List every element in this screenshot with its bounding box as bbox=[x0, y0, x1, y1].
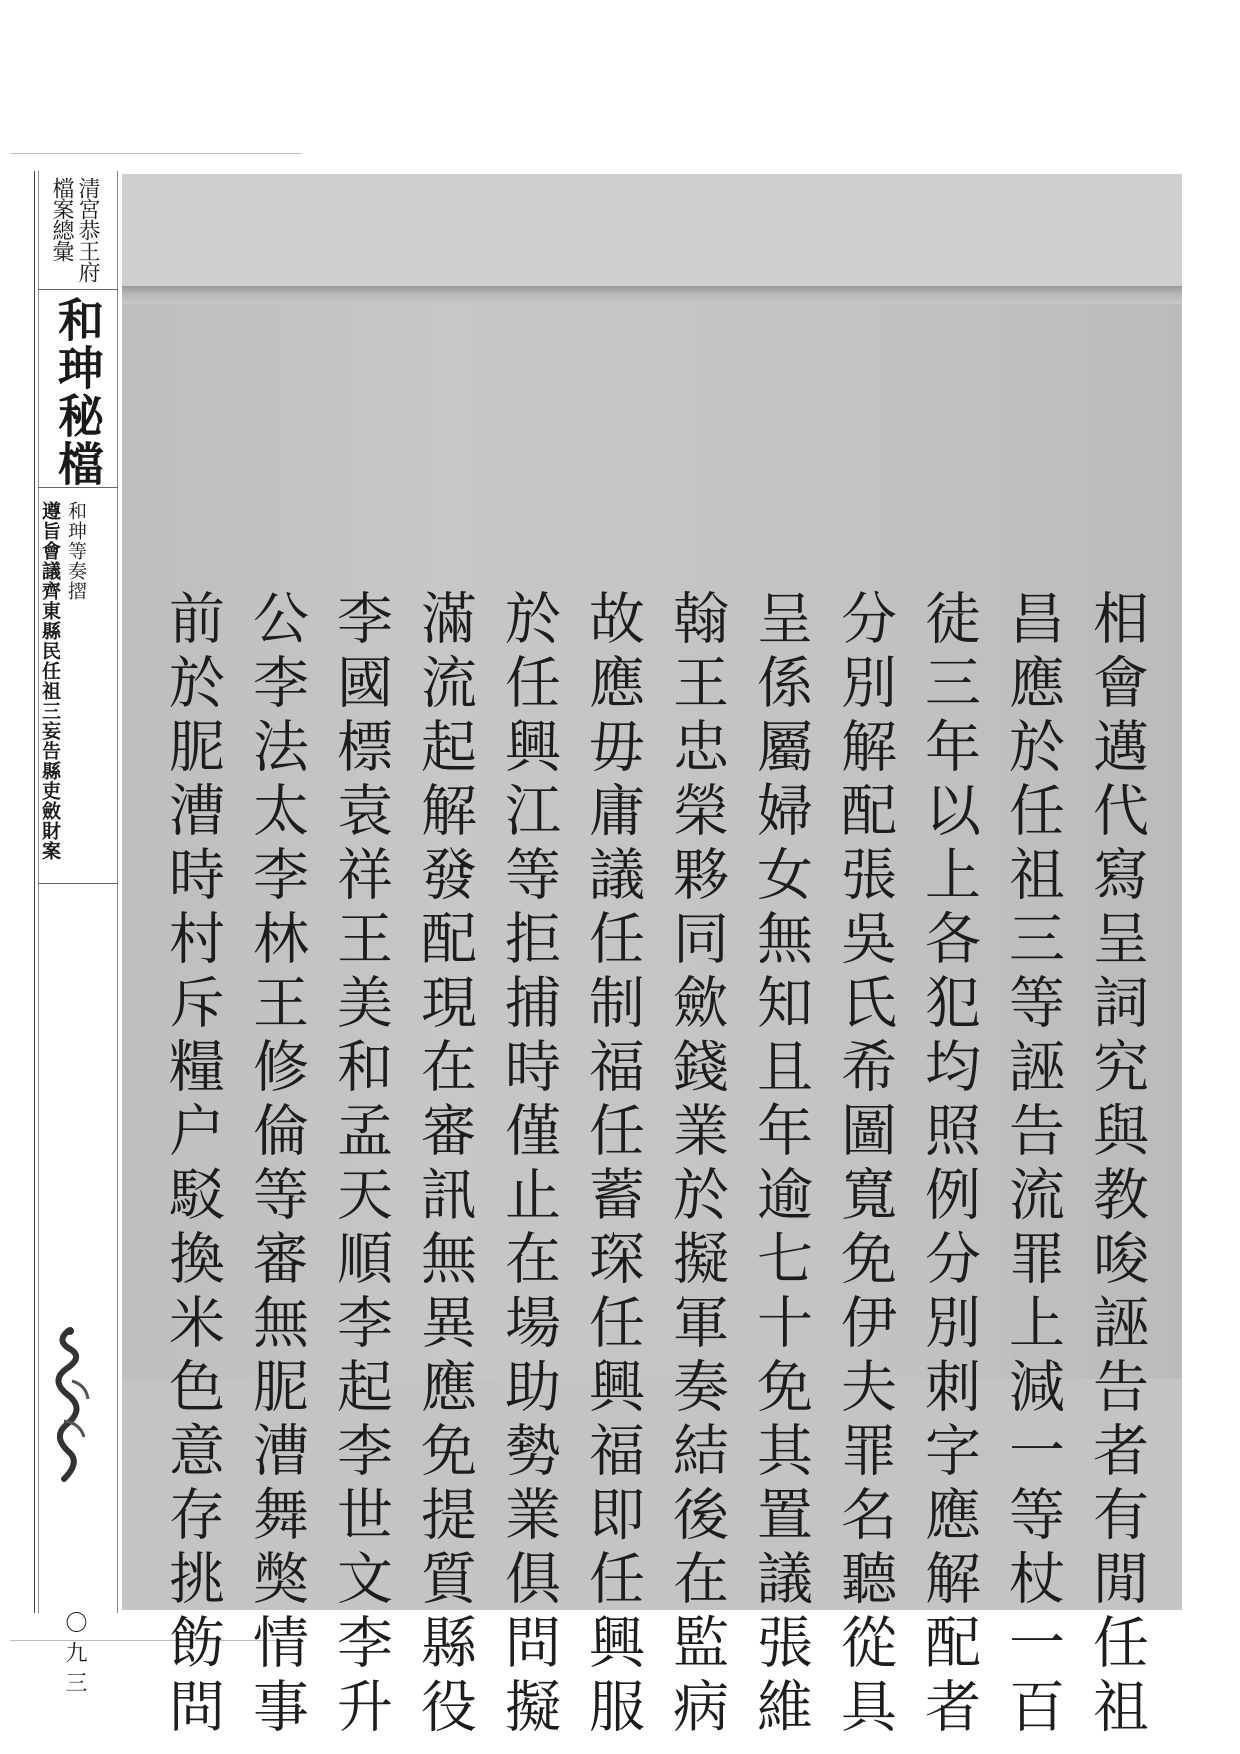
manuscript-column: 相會邁代寫呈詞究與教唆誣告者有閒任祖 bbox=[1084, 589, 1149, 1741]
margin-sidebar bbox=[34, 171, 118, 1701]
manuscript-column: 昌應於任祖三等誣告流罪上減一等杖一百 bbox=[1000, 589, 1065, 1741]
page-number: 〇九三 bbox=[62, 1611, 87, 1701]
document-title: 和珅等奏摺 bbox=[65, 501, 87, 601]
manuscript-column: 於任興江等拒捕時僅止在場助勢業俱問擬 bbox=[496, 589, 561, 1741]
series-title-line2: 檔案總彙 bbox=[49, 177, 74, 261]
series-title-line1: 清宮恭王府 bbox=[75, 177, 100, 282]
manuscript-text bbox=[150, 589, 1158, 1741]
manuscript-column: 滿流起解發配現在審訊無異應免提質縣役 bbox=[412, 589, 477, 1741]
manuscript-column: 徒三年以上各犯均照例分別刺字應解配者 bbox=[916, 589, 981, 1741]
document-subtitle: 遵旨會議齊東縣民任祖三妄告縣吏斂財案 bbox=[39, 501, 61, 861]
manuscript-column: 公李法太李林王修倫等審無胒漕舞獘情事 bbox=[244, 589, 309, 1741]
book-title: 和珅秘檔 bbox=[51, 296, 105, 488]
manuscript-column: 分別解配張吳氏希圖寬免伊夫罪名聽從具 bbox=[832, 589, 897, 1741]
manuscript-column: 故應毋庸議任制福任蓄琛任興福即任興服 bbox=[580, 589, 645, 1741]
manuscript-column: 呈係屬婦女無知且年逾七十免其置議張維 bbox=[748, 589, 813, 1741]
top-rule bbox=[10, 153, 302, 154]
manuscript-column: 李國標袁祥王美和孟天順李起李世文李升 bbox=[328, 589, 393, 1741]
dragon-ornament-icon bbox=[46, 1321, 106, 1491]
manuscript-column: 前於胒漕時村斥糧户駁換米色意存挑飭問 bbox=[160, 589, 225, 1741]
manuscript-plate bbox=[122, 174, 1182, 1741]
manuscript-column: 翰王忠榮夥同歛錢業於擬軍奏結後在監病 bbox=[664, 589, 729, 1741]
